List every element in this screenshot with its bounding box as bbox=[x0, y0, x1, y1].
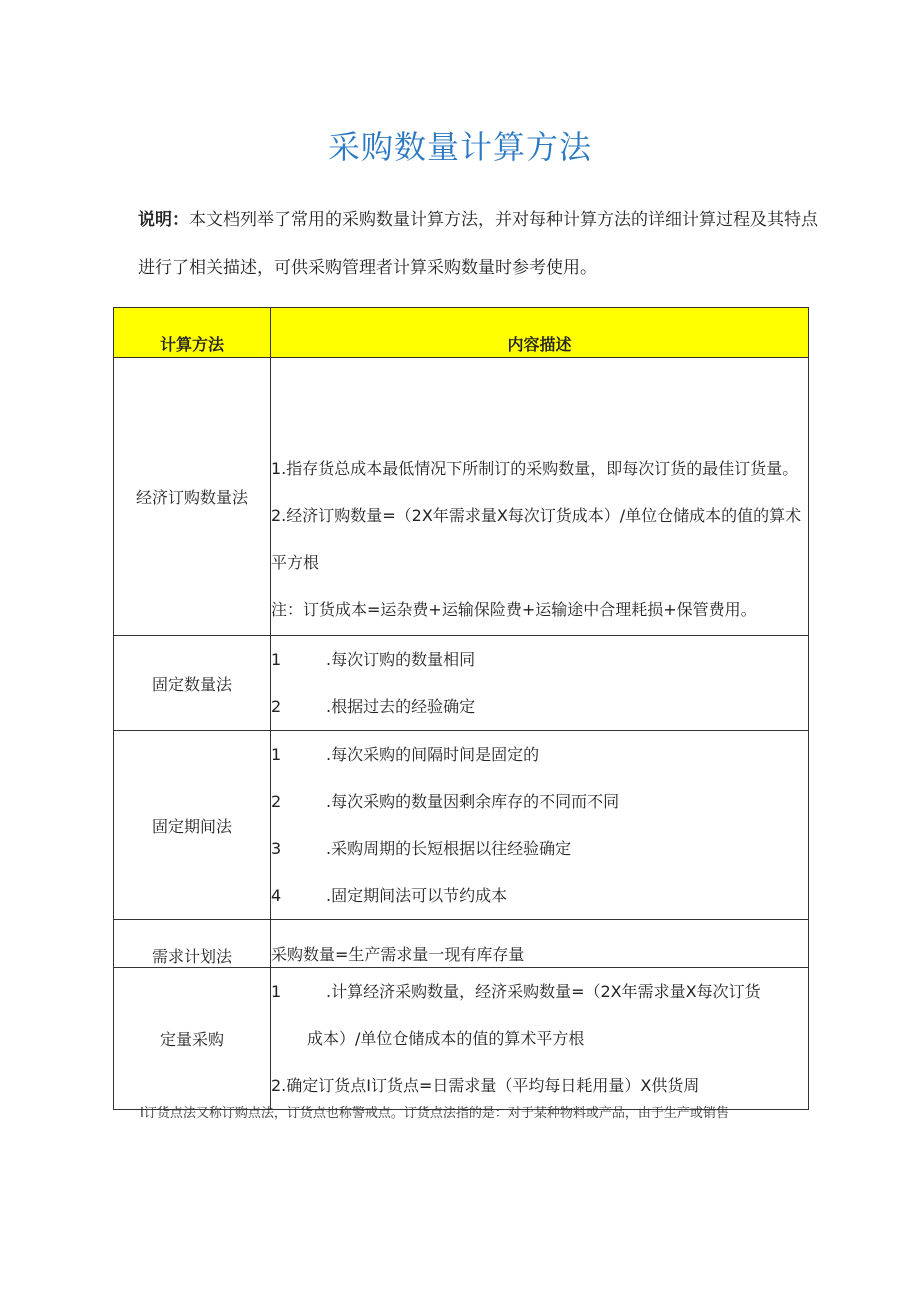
method-description bbox=[271, 920, 809, 968]
list-item: 1 .每次订购的数量相同 bbox=[271, 650, 476, 669]
method-name: 需求计划法 bbox=[114, 920, 271, 968]
method-name: 经济订购数量法 bbox=[114, 358, 271, 636]
methods-table bbox=[113, 307, 809, 1110]
list-item: 1 .计算经济采购数量，经济采购数量=（2X年需求量X每次订货 bbox=[271, 982, 761, 1001]
table-header-row bbox=[114, 308, 809, 358]
intro-lead: 说明： bbox=[138, 210, 189, 230]
table-row bbox=[114, 920, 809, 968]
footnote: I订货点法又称订购点法，订货点也称警戒点。订货点法指的是：对于某种物料或产品，由于生产或销售 bbox=[140, 1106, 729, 1121]
method-description bbox=[271, 636, 809, 731]
header-method: 计算方法 bbox=[114, 308, 271, 358]
intro-text: 本文档列举了常用的采购数量计算方法，并对每种计算方法的详细计算过程及其特点进行了相关描述，可供采购管理者计算采购数量时参考使用。 bbox=[138, 210, 818, 278]
desc-note: 注：订货成本=运杂费+运输保险费+运输途中合理耗损+保管费用。 bbox=[271, 600, 757, 619]
table-row bbox=[114, 358, 809, 636]
list-item: 2 .每次采购的数量因剩余库存的不同而不同 bbox=[271, 792, 620, 811]
method-name: 固定数量法 bbox=[114, 636, 271, 731]
desc-line: 1.指存货总成本最低情况下所制订的采购数量，即每次订货的最佳订货量。 bbox=[271, 459, 799, 478]
list-item-continuation: 成本）/单位仓储成本的值的算术平方根 bbox=[307, 1029, 585, 1048]
table-row bbox=[114, 636, 809, 731]
desc-line: 采购数量=生产需求量一现有库存量 bbox=[271, 945, 525, 964]
page-title: 采购数量计算方法 bbox=[327, 128, 592, 166]
table-row bbox=[114, 731, 809, 920]
intro-paragraph bbox=[138, 196, 818, 292]
method-description bbox=[271, 968, 809, 1110]
method-description bbox=[271, 731, 809, 920]
list-item: 2.确定订货点I订货点=日需求量（平均每日耗用量）X供货周 bbox=[271, 1076, 700, 1095]
method-name: 定量采购 bbox=[114, 968, 271, 1110]
method-name: 固定期间法 bbox=[114, 731, 271, 920]
list-item: 2 .根据过去的经验确定 bbox=[271, 697, 476, 716]
list-item: 3 .采购周期的长短根据以往经验确定 bbox=[271, 839, 572, 858]
header-description: 内容描述 bbox=[271, 308, 809, 358]
table-row bbox=[114, 968, 809, 1110]
list-item: 4 .固定期间法可以节约成本 bbox=[271, 886, 508, 905]
desc-line: 2.经济订购数量=（2X年需求量X每次订货成本）/单位仓储成本的值的算术平方根 bbox=[271, 506, 802, 572]
method-description bbox=[271, 358, 809, 636]
list-item: 1 .每次采购的间隔时间是固定的 bbox=[271, 745, 540, 764]
